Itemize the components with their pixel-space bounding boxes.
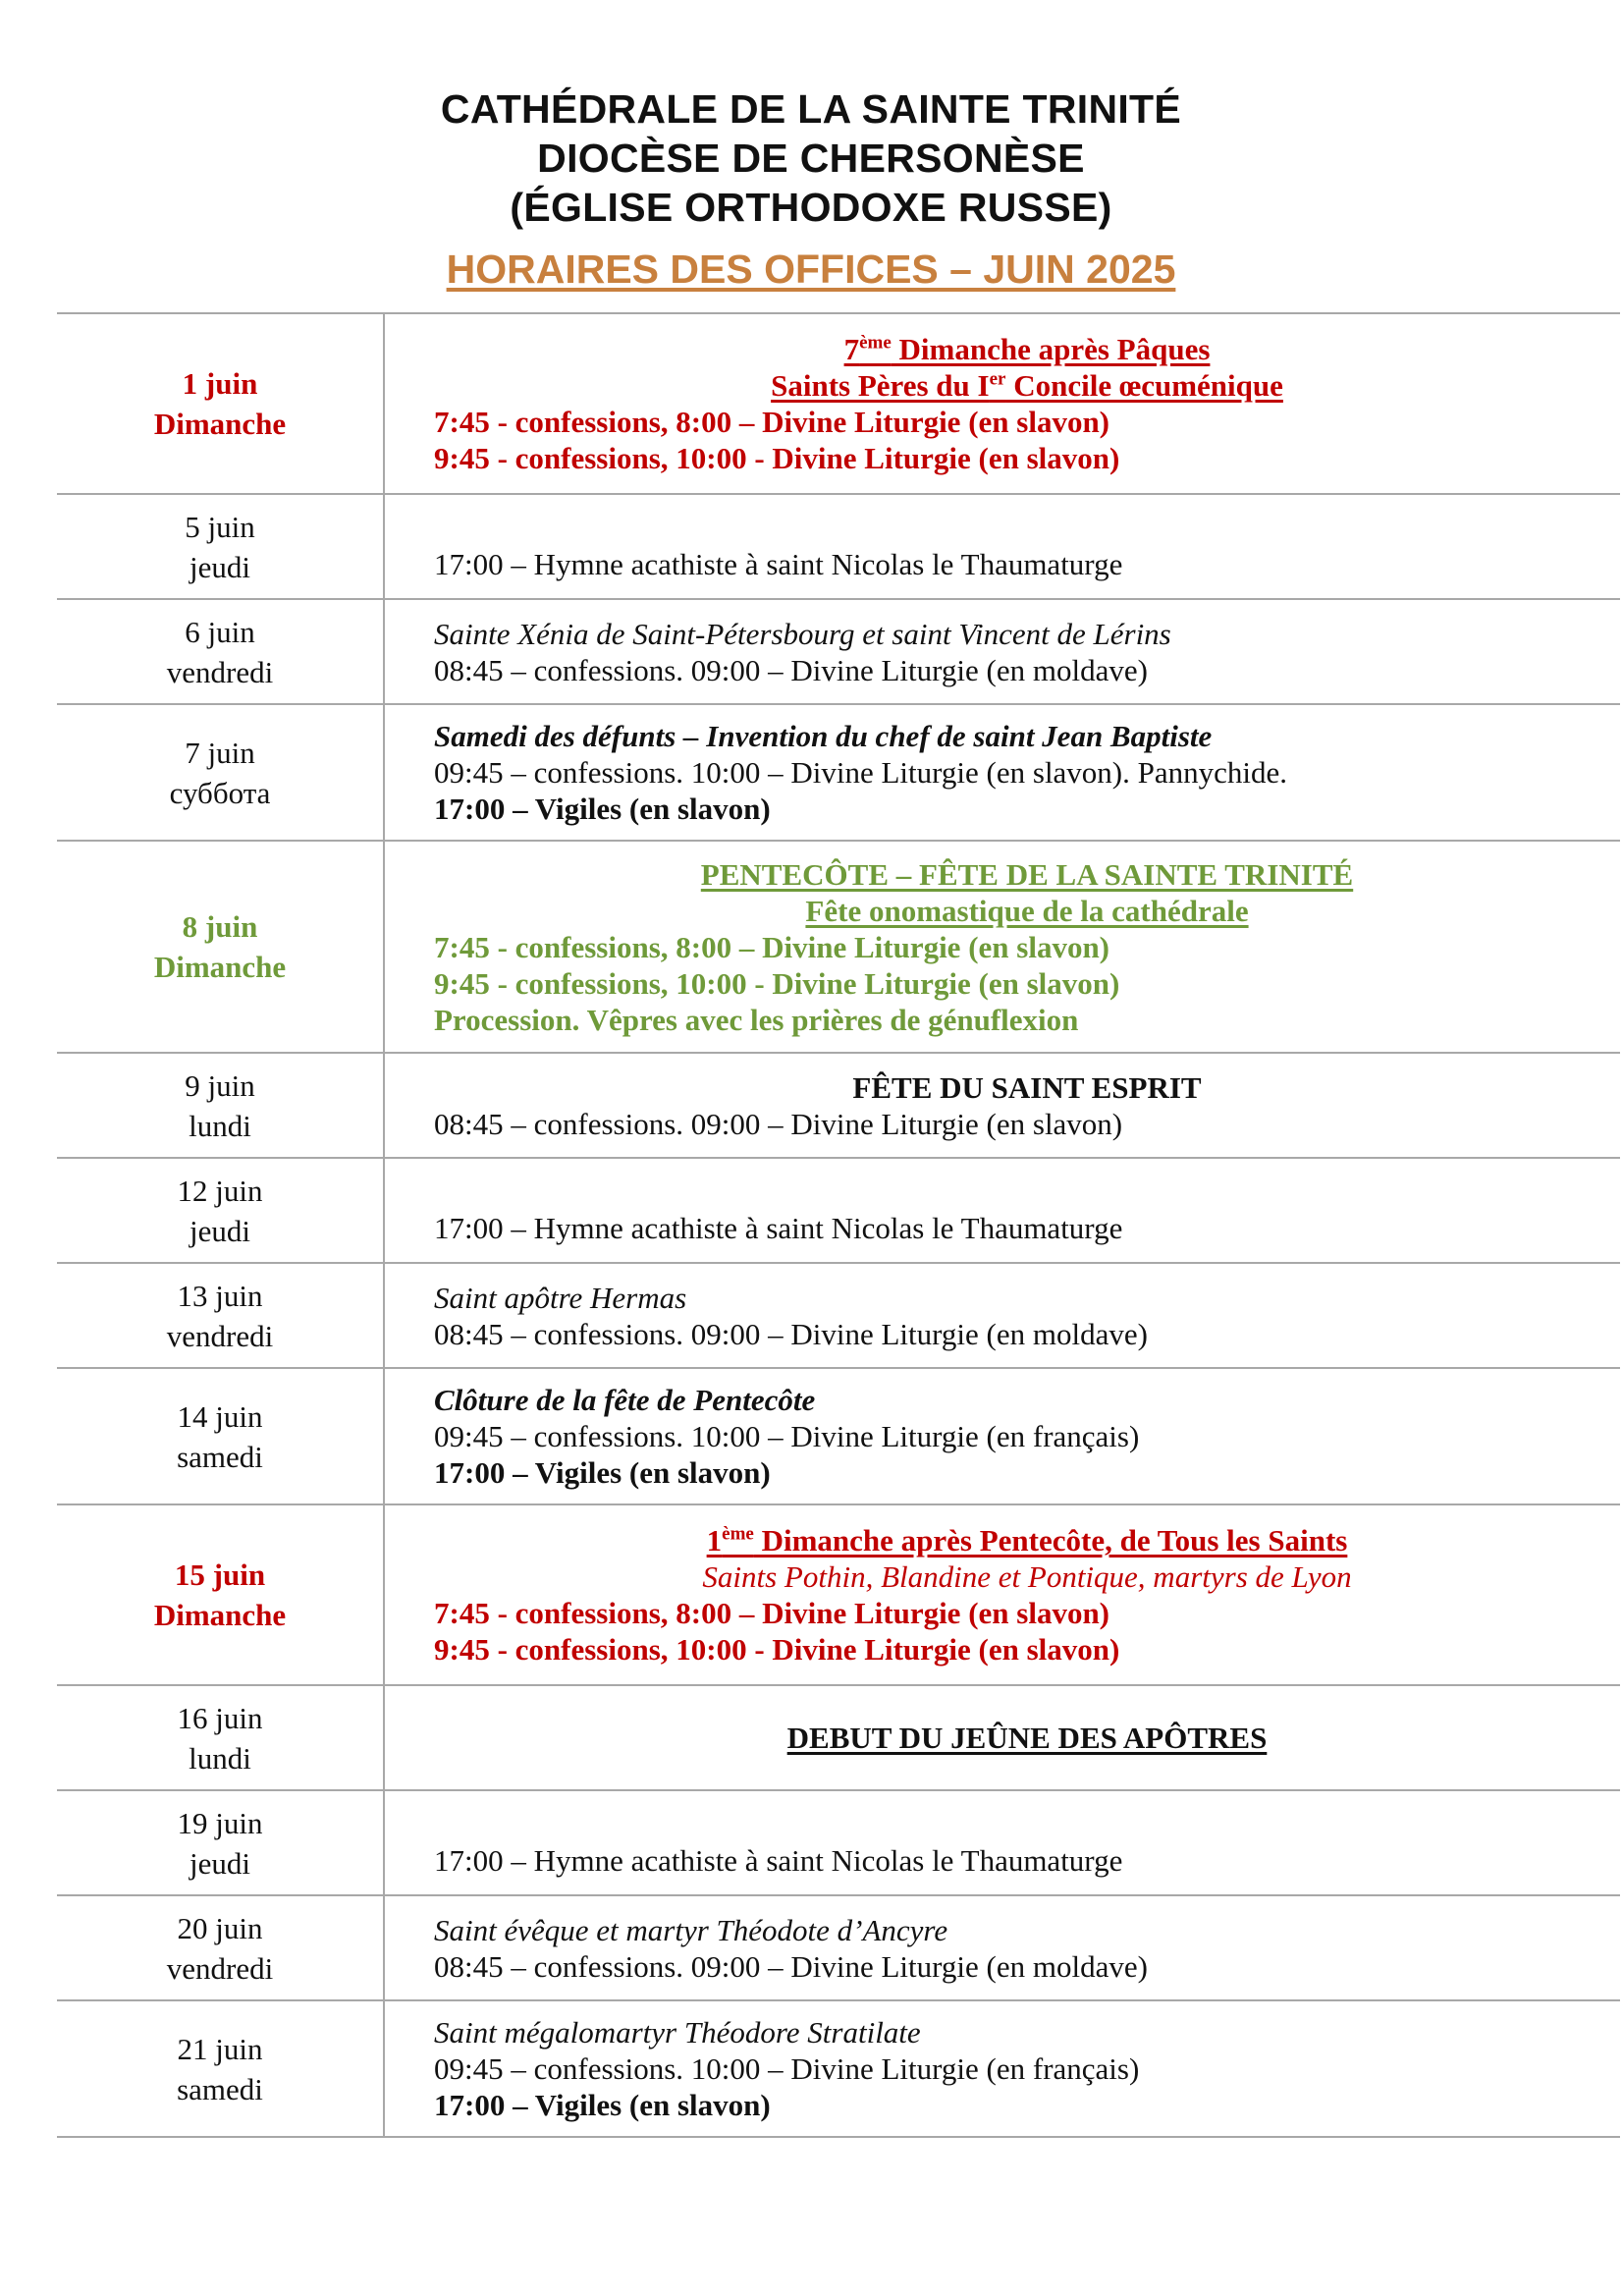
row-day: vendredi [166,1318,274,1353]
date-cell [57,494,384,599]
table-row [57,1685,1620,1790]
row-date: 5 juin [185,509,255,544]
date-cell [57,704,384,841]
table-row [57,1790,1620,1895]
date-cell [57,1790,384,1895]
date-cell [57,841,384,1053]
date-cell [57,1053,384,1158]
services-cell [384,1263,1620,1368]
service-line: 7:45 - confessions, 8:00 – Divine Liturgie (en slavon) [434,405,1110,439]
service-line: 17:00 – Hymne acathiste à saint Nicolas le Thaumaturge [434,1843,1123,1878]
row-day: lundi [189,1740,251,1776]
service-line: 17:00 – Hymne acathiste à saint Nicolas le Thaumaturge [434,547,1123,581]
services-cell [384,2000,1620,2137]
service-line: 7:45 - confessions, 8:00 – Divine Liturgie (en slavon) [434,929,1110,964]
row-date: 7 juin [185,735,255,770]
table-row [57,2000,1620,2137]
saint-commemoration: Saints Pothin, Blandine et Pontique, martyrs de Lyon [702,1559,1352,1594]
date-cell [57,599,384,704]
row-date: 15 juin [174,1558,266,1592]
service-line: 08:45 – confessions. 09:00 – Divine Liturgie (en slavon) [434,1106,1123,1141]
services-cell [384,1368,1620,1504]
services-cell [384,313,1620,494]
feast-title: 1ème Dimanche après Pentecôte, de Tous les Saints [706,1523,1348,1558]
service-line: 17:00 – Vigiles (en slavon) [434,1455,771,1490]
service-line: 17:00 – Vigiles (en slavon) [434,2088,771,2122]
row-date: 19 juin [177,1805,263,1840]
row-date: 20 juin [177,1910,263,1945]
table-row [57,313,1620,494]
row-date: 1 juin [182,366,258,401]
services-cell [384,704,1620,841]
row-day: Dimanche [153,407,287,441]
service-line: 17:00 – Vigiles (en slavon) [434,792,771,826]
table-row [57,841,1620,1053]
saint-commemoration: Saint évêque et martyr Théodote d’Ancyre [434,1912,948,1947]
service-line: 09:45 – confessions. 10:00 – Divine Liturgie (en français) [434,1419,1140,1453]
service-line: Procession. Vêpres avec les prières de génuflexion [434,1002,1079,1037]
services-cell [384,841,1620,1053]
table-row [57,599,1620,704]
service-line: 9:45 - confessions, 10:00 - Divine Liturgie (en slavon) [434,1632,1120,1667]
services-cell [384,1504,1620,1685]
row-day: суббота [169,775,271,810]
service-line: 08:45 – confessions. 09:00 – Divine Liturgie (en moldave) [434,1316,1148,1351]
service-line: 08:45 – confessions. 09:00 – Divine Liturgie (en moldave) [434,652,1148,687]
feast-title: DEBUT DU JEÛNE DES APÔTRES [786,1721,1268,1755]
row-day: lundi [189,1108,251,1143]
service-line: 7:45 - confessions, 8:00 – Divine Liturgie (en slavon) [434,1596,1110,1630]
row-date: 12 juin [177,1173,263,1208]
service-line: 09:45 – confessions. 10:00 – Divine Liturgie (en français) [434,2051,1140,2086]
saint-commemoration: Saint mégalomartyr Théodore Stratilate [434,2015,921,2050]
table-row [57,1053,1620,1158]
table-row [57,1158,1620,1263]
table-row [57,1504,1620,1685]
row-date: 8 juin [182,909,258,944]
row-day: Dimanche [153,1598,287,1632]
services-cell [384,1053,1620,1158]
date-cell [57,1158,384,1263]
schedule-table [57,312,1620,2138]
schedule-title: HORAIRES DES OFFICES – JUIN 2025 [446,246,1176,292]
row-date: 6 juin [185,614,255,649]
date-cell [57,1504,384,1685]
service-line: 9:45 - confessions, 10:00 - Divine Liturgie (en slavon) [434,965,1120,1001]
services-cell [384,1685,1620,1790]
diocese-name: DIOCÈSE DE CHERSONÈSE [537,136,1085,181]
feast-subtitle: Saints Pères du Ier Concile œcuménique [771,368,1283,403]
service-line: 17:00 – Hymne acathiste à saint Nicolas le Thaumaturge [434,1211,1123,1245]
service-line: 09:45 – confessions. 10:00 – Divine Liturgie (en slavon). Pannychide. [434,755,1288,790]
services-cell [384,1790,1620,1895]
row-day: jeudi [189,549,250,584]
services-cell [384,494,1620,599]
saint-commemoration: Saint apôtre Hermas [434,1280,687,1315]
services-cell [384,599,1620,704]
row-day: vendredi [166,1950,274,1986]
date-cell [57,1685,384,1790]
page-header [0,84,1622,295]
services-cell [384,1895,1620,2000]
row-day: jeudi [189,1845,250,1881]
date-cell [57,1263,384,1368]
table-row [57,1263,1620,1368]
services-cell [384,1158,1620,1263]
row-day: Dimanche [153,950,287,984]
feast-title: Samedi des défunts – Invention du chef de saint Jean Baptiste [434,719,1213,753]
row-date: 16 juin [177,1700,263,1735]
row-day: samedi [177,1439,263,1474]
date-cell [57,313,384,494]
row-date: 13 juin [177,1278,263,1313]
feast-title: 7ème Dimanche après Pâques [843,332,1211,366]
row-day: vendredi [166,654,274,689]
row-date: 14 juin [177,1398,263,1434]
date-cell [57,2000,384,2137]
feast-title: Clôture de la fête de Pentecôte [434,1383,816,1417]
table-row [57,1368,1620,1504]
table-row [57,704,1620,841]
table-row [57,1895,1620,2000]
feast-title: FÊTE DU SAINT ESPRIT [852,1069,1202,1105]
table-row [57,494,1620,599]
saint-commemoration: Sainte Xénia de Saint-Pétersbourg et saint Vincent de Lérins [434,616,1171,651]
feast-subtitle: Fête onomastique de la cathédrale [805,893,1249,928]
row-day: jeudi [189,1213,250,1248]
church-name: (ÉGLISE ORTHODOXE RUSSE) [510,185,1112,230]
row-date: 21 juin [177,2031,263,2066]
feast-title: PENTECÔTE – FÊTE DE LA SAINTE TRINITÉ [700,856,1354,892]
service-line: 08:45 – confessions. 09:00 – Divine Liturgie (en moldave) [434,1948,1148,1984]
row-day: samedi [177,2071,263,2106]
date-cell [57,1368,384,1504]
row-date: 9 juin [185,1067,255,1103]
service-line: 9:45 - confessions, 10:00 - Divine Liturgie (en slavon) [434,441,1120,475]
cathedral-name: CATHÉDRALE DE LA SAINTE TRINITÉ [440,86,1182,132]
date-cell [57,1895,384,2000]
